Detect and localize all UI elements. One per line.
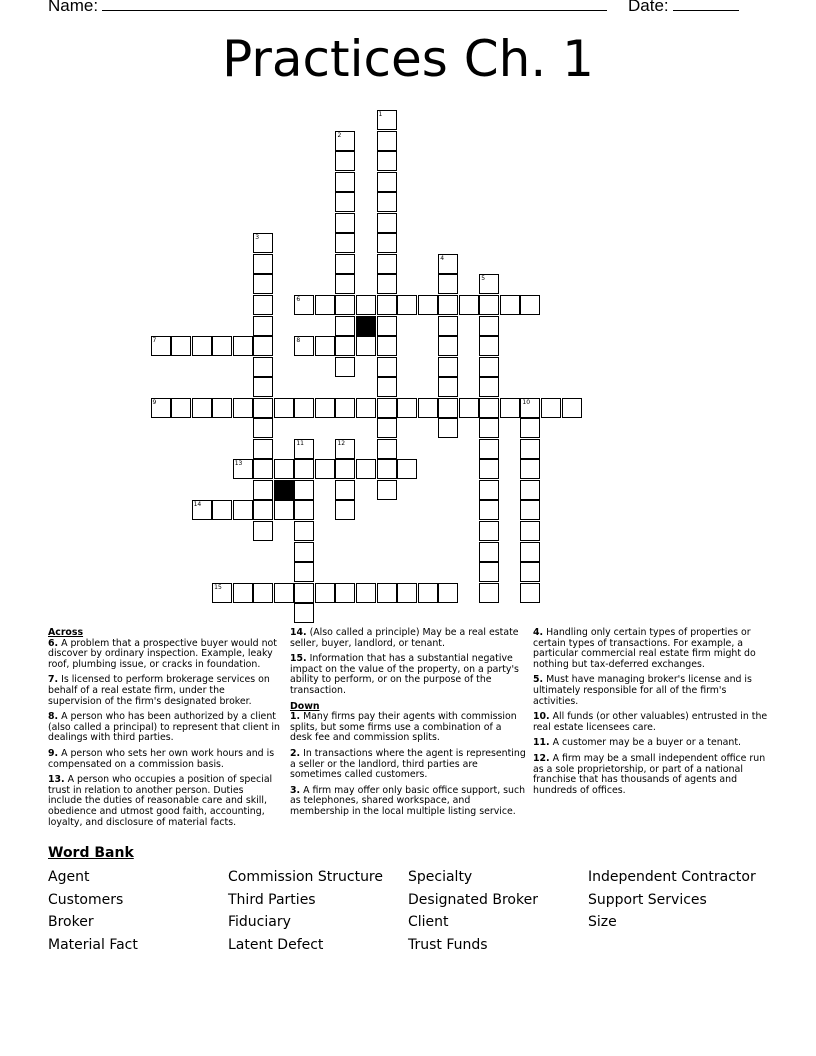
grid-cell[interactable] xyxy=(356,583,376,603)
grid-cell[interactable] xyxy=(438,316,458,336)
grid-cell[interactable] xyxy=(479,418,499,438)
grid-cell[interactable] xyxy=(253,254,273,274)
clue-item xyxy=(533,628,768,670)
grid-cell[interactable] xyxy=(377,316,397,336)
grid-cell[interactable] xyxy=(377,357,397,377)
word-bank-heading: Word Bank xyxy=(48,845,134,861)
clue-number-label: 14 xyxy=(193,501,202,509)
grid-cell[interactable] xyxy=(479,336,499,356)
grid-cell[interactable] xyxy=(274,459,294,479)
grid-cell[interactable] xyxy=(438,583,458,603)
grid-cell[interactable] xyxy=(171,336,191,356)
clue-number: 10. xyxy=(533,711,550,723)
clue-item xyxy=(533,675,768,707)
clues-column-3 xyxy=(533,628,768,801)
clue-section-heading: Across xyxy=(48,627,84,638)
clue-number-label: 4 xyxy=(440,254,445,262)
clue-number: 6. xyxy=(48,637,59,649)
grid-cell[interactable] xyxy=(171,398,191,418)
grid-cell[interactable] xyxy=(253,459,273,479)
clue-text: In transactions where the agent is representing a seller or the landlord, third parties are sometimes called customers. xyxy=(290,747,526,781)
grid-cell[interactable] xyxy=(479,398,499,418)
grid-cell[interactable] xyxy=(192,398,212,418)
clue-number: 2. xyxy=(290,747,301,759)
grid-cell[interactable] xyxy=(335,336,355,356)
word-bank-item: Agent xyxy=(48,869,90,885)
grid-cell[interactable] xyxy=(253,336,273,356)
grid-cell[interactable] xyxy=(377,131,397,151)
grid-cell[interactable] xyxy=(479,357,499,377)
grid-cell[interactable] xyxy=(253,583,273,603)
grid-cell[interactable] xyxy=(294,480,314,500)
grid-cell[interactable] xyxy=(335,295,355,315)
grid-cell[interactable] xyxy=(438,274,458,294)
grid-cell[interactable] xyxy=(377,459,397,479)
grid-cell[interactable] xyxy=(294,521,314,541)
clue-number: 11. xyxy=(533,737,550,749)
grid-cell[interactable] xyxy=(397,459,417,479)
clue-text: All funds (or other valuables) entrusted in the real estate licensees care. xyxy=(533,711,768,733)
grid-cell[interactable] xyxy=(438,418,458,438)
word-bank-item: Fiduciary xyxy=(228,914,291,931)
clue-number-label: 11 xyxy=(296,439,304,447)
grid-cell[interactable] xyxy=(294,542,314,562)
clue-text: Many firms pay their agents with commission splits, but some firms use a combination of a desk fee and commission splits. xyxy=(290,711,517,744)
clue-item xyxy=(48,639,280,671)
grid-cell[interactable] xyxy=(253,274,273,294)
clue-number: 8. xyxy=(48,711,59,723)
grid-cell[interactable] xyxy=(253,295,273,315)
grid-cell[interactable] xyxy=(294,583,314,603)
clue-item xyxy=(533,738,768,749)
grid-cell[interactable] xyxy=(377,151,397,171)
grid-cell[interactable] xyxy=(253,500,273,520)
grid-cell[interactable] xyxy=(253,418,273,438)
clue-number: 5. xyxy=(533,674,544,686)
word-bank-item: Support Services xyxy=(588,891,707,908)
clue-item xyxy=(290,712,526,744)
name-label: Name: xyxy=(48,0,99,15)
word-bank-item: Size xyxy=(588,914,617,931)
grid-cell[interactable] xyxy=(438,377,458,397)
grid-cell[interactable] xyxy=(335,459,355,479)
clue-text: A customer may be a buyer or a tenant. xyxy=(549,737,742,749)
grid-cell[interactable] xyxy=(356,336,376,356)
grid-cell[interactable] xyxy=(377,295,397,315)
word-bank-item: Material Fact xyxy=(48,936,138,953)
grid-cell[interactable] xyxy=(253,521,273,541)
grid-cell[interactable] xyxy=(253,439,273,459)
clue-number: 1. xyxy=(290,711,301,723)
grid-cell[interactable] xyxy=(562,398,582,418)
grid-cell[interactable] xyxy=(479,542,499,562)
grid-cell[interactable] xyxy=(253,377,273,397)
grid-cell[interactable] xyxy=(479,459,499,479)
clue-number-label: 15 xyxy=(214,583,222,591)
grid-cell[interactable] xyxy=(253,357,273,377)
grid-cell[interactable] xyxy=(377,480,397,500)
word-bank-item: Designated Broker xyxy=(408,891,538,908)
clue-number-label: 7 xyxy=(152,337,157,345)
grid-cell[interactable] xyxy=(377,583,397,603)
grid-cell[interactable] xyxy=(438,357,458,377)
grid-cell[interactable] xyxy=(479,295,499,315)
grid-cell[interactable] xyxy=(335,172,355,192)
clue-item xyxy=(48,775,280,828)
grid-cell[interactable] xyxy=(459,398,479,418)
grid-cell[interactable] xyxy=(377,233,397,253)
grid-cell[interactable] xyxy=(377,192,397,212)
grid-cell[interactable] xyxy=(335,213,355,233)
clue-text: Is licensed to perform brokerage services on behalf of a real estate firm, under the supervision of the firm's designated broker. xyxy=(48,674,270,707)
grid-cell[interactable] xyxy=(459,295,479,315)
clue-item xyxy=(290,654,526,696)
grid-cell[interactable] xyxy=(397,398,417,418)
grid-cell[interactable] xyxy=(479,316,499,336)
clue-number: 14. xyxy=(290,627,307,638)
grid-cell[interactable] xyxy=(212,500,232,520)
grid-cell[interactable] xyxy=(294,398,314,418)
clue-item xyxy=(290,786,526,818)
grid-cell[interactable] xyxy=(335,357,355,377)
grid-cell[interactable] xyxy=(418,583,438,603)
clue-item xyxy=(533,754,768,796)
word-bank-item: Broker xyxy=(48,914,94,931)
clues-column-1 xyxy=(48,628,280,833)
grid-cell[interactable] xyxy=(233,398,253,418)
clue-number: 3. xyxy=(290,784,301,796)
clue-item xyxy=(48,749,280,770)
clue-text: A person who sets her own work hours and is compensated on a commission basis. xyxy=(48,747,275,770)
clue-item xyxy=(48,712,280,744)
grid-cell[interactable] xyxy=(315,459,335,479)
grid-cell[interactable] xyxy=(438,295,458,315)
clue-number-label: 9 xyxy=(152,398,157,406)
grid-cell[interactable] xyxy=(520,459,540,479)
clue-number: 15. xyxy=(290,653,307,665)
clue-text: Information that has a substantial negative impact on the value of the property, on a party's ability to perform, or on the purpose of the transaction. xyxy=(290,653,519,696)
clue-item xyxy=(290,749,526,781)
date-label: Date: xyxy=(628,0,669,15)
grid-cell[interactable] xyxy=(479,439,499,459)
grid-cell[interactable] xyxy=(438,336,458,356)
grid-cell[interactable] xyxy=(274,398,294,418)
grid-cell[interactable] xyxy=(335,398,355,418)
clue-number-label: 8 xyxy=(296,337,301,345)
clue-number: 9. xyxy=(48,747,59,759)
grid-cell[interactable] xyxy=(315,398,335,418)
grid-cell[interactable] xyxy=(479,377,499,397)
grid-cell[interactable] xyxy=(397,583,417,603)
grid-cell[interactable] xyxy=(274,500,294,520)
grid-cell[interactable] xyxy=(335,233,355,253)
black-cell xyxy=(274,480,294,500)
grid-cell[interactable] xyxy=(520,521,540,541)
clue-text: A problem that a prospective buyer would not discover by ordinary inspection. Example, leaky roof, plumbing issue, or cracks in foundation. xyxy=(48,637,277,670)
grid-cell[interactable] xyxy=(335,254,355,274)
clue-number-label: 1 xyxy=(378,111,383,118)
word-bank-item: Trust Funds xyxy=(408,936,488,953)
grid-cell[interactable] xyxy=(294,562,314,582)
grid-cell[interactable] xyxy=(377,172,397,192)
grid-cell[interactable] xyxy=(294,603,314,623)
grid-cell[interactable] xyxy=(377,336,397,356)
grid-cell[interactable] xyxy=(315,583,335,603)
grid-cell[interactable] xyxy=(397,295,417,315)
grid-cell[interactable] xyxy=(315,336,335,356)
clue-number: 4. xyxy=(533,627,544,638)
grid-cell[interactable] xyxy=(479,583,499,603)
grid-cell[interactable] xyxy=(520,500,540,520)
grid-cell[interactable] xyxy=(520,562,540,582)
clue-number-label: 12 xyxy=(337,439,346,447)
clue-item xyxy=(533,712,768,733)
clue-number-label: 3 xyxy=(255,234,260,242)
grid-cell[interactable] xyxy=(233,336,253,356)
grid-cell[interactable] xyxy=(335,500,355,520)
clue-section-heading: Down xyxy=(290,700,320,712)
word-bank-item: Third Parties xyxy=(228,891,316,908)
clue-text: A firm may offer only basic office support, such as telephones, shared workspace, and membership in the local multiple listing service. xyxy=(290,784,526,817)
clue-item xyxy=(290,628,526,649)
word-bank-item: Customers xyxy=(48,891,124,908)
grid-cell[interactable] xyxy=(294,459,314,479)
clue-text: A firm may be a small independent office run as a sole proprietorship, or part of a national franchise that has thousands of agents and hundreds of offices. xyxy=(533,752,766,796)
grid-cell[interactable] xyxy=(253,316,273,336)
grid-cell[interactable] xyxy=(335,274,355,294)
word-bank-item: Client xyxy=(408,914,449,931)
clue-number-label: 10 xyxy=(522,398,531,406)
grid-cell[interactable] xyxy=(377,274,397,294)
clue-number-label: 2 xyxy=(337,131,342,139)
grid-cell[interactable] xyxy=(335,192,355,212)
grid-cell[interactable] xyxy=(479,562,499,582)
clue-text: Must have managing broker's license and is ultimately responsible for all of the firm's activities. xyxy=(533,674,752,707)
grid-cell[interactable] xyxy=(253,480,273,500)
grid-cell[interactable] xyxy=(377,213,397,233)
grid-cell[interactable] xyxy=(335,316,355,336)
clue-text: A person who occupies a position of special trust in relation to another person. Duties include the duties of reasonable care and skill, obedience and utmost good faith, accounting, loyalty, and disclosure of material facts. xyxy=(48,774,273,828)
grid-cell[interactable] xyxy=(233,500,253,520)
grid-cell[interactable] xyxy=(377,398,397,418)
word-bank-list xyxy=(48,866,768,956)
grid-cell[interactable] xyxy=(520,295,540,315)
clue-number: 7. xyxy=(48,674,59,686)
clue-number: 12. xyxy=(533,752,550,764)
page-title: Practices Ch. 1 xyxy=(222,30,594,88)
grid-cell[interactable] xyxy=(418,398,438,418)
grid-cell[interactable] xyxy=(192,336,212,356)
grid-cell[interactable] xyxy=(520,439,540,459)
grid-cell[interactable] xyxy=(356,459,376,479)
clue-number-label: 5 xyxy=(481,275,486,283)
clue-text: Handling only certain types of properties or certain types of transactions. For example, a particular commercial real estate firm might do nothing but tax-deferred exchanges. xyxy=(533,627,756,670)
grid-cell[interactable] xyxy=(520,480,540,500)
clue-item xyxy=(48,675,280,707)
grid-cell[interactable] xyxy=(418,295,438,315)
grid-cell[interactable] xyxy=(294,500,314,520)
clues-column-2 xyxy=(290,628,526,823)
grid-cell[interactable] xyxy=(520,583,540,603)
grid-cell[interactable] xyxy=(377,254,397,274)
grid-cell[interactable] xyxy=(479,500,499,520)
grid-cell[interactable] xyxy=(479,521,499,541)
grid-cell[interactable] xyxy=(233,583,253,603)
grid-cell[interactable] xyxy=(335,151,355,171)
word-bank-item: Latent Defect xyxy=(228,936,324,953)
clue-number: 13. xyxy=(48,774,65,786)
grid-cell[interactable] xyxy=(377,439,397,459)
grid-cell[interactable] xyxy=(212,398,232,418)
grid-cell[interactable] xyxy=(541,398,561,418)
word-bank-item: Specialty xyxy=(408,869,473,885)
grid-cell[interactable] xyxy=(335,583,355,603)
clue-text: A person who has been authorized by a client (also called a principal) to represent that client in dealings with third parties. xyxy=(48,711,280,744)
grid-cell[interactable] xyxy=(520,542,540,562)
grid-cell[interactable] xyxy=(356,398,376,418)
grid-cell[interactable] xyxy=(500,398,520,418)
clue-number-label: 13 xyxy=(234,460,243,468)
grid-cell[interactable] xyxy=(315,295,335,315)
word-bank-item: Commission Structure xyxy=(228,869,383,885)
grid-cell[interactable] xyxy=(377,377,397,397)
clue-text: (Also called a principle) May be a real estate seller, buyer, landlord, or tenant. xyxy=(290,627,519,649)
grid-cell[interactable] xyxy=(274,583,294,603)
grid-cell[interactable] xyxy=(479,480,499,500)
grid-cell[interactable] xyxy=(438,398,458,418)
grid-cell[interactable] xyxy=(212,336,232,356)
grid-cell[interactable] xyxy=(520,418,540,438)
grid-cell[interactable] xyxy=(500,295,520,315)
word-bank-item: Independent Contractor xyxy=(588,869,756,885)
grid-cell[interactable] xyxy=(377,418,397,438)
grid-cell[interactable] xyxy=(253,398,273,418)
grid-cell[interactable] xyxy=(356,295,376,315)
clue-number-label: 6 xyxy=(296,295,301,303)
grid-cell[interactable] xyxy=(335,480,355,500)
black-cell xyxy=(356,316,376,336)
